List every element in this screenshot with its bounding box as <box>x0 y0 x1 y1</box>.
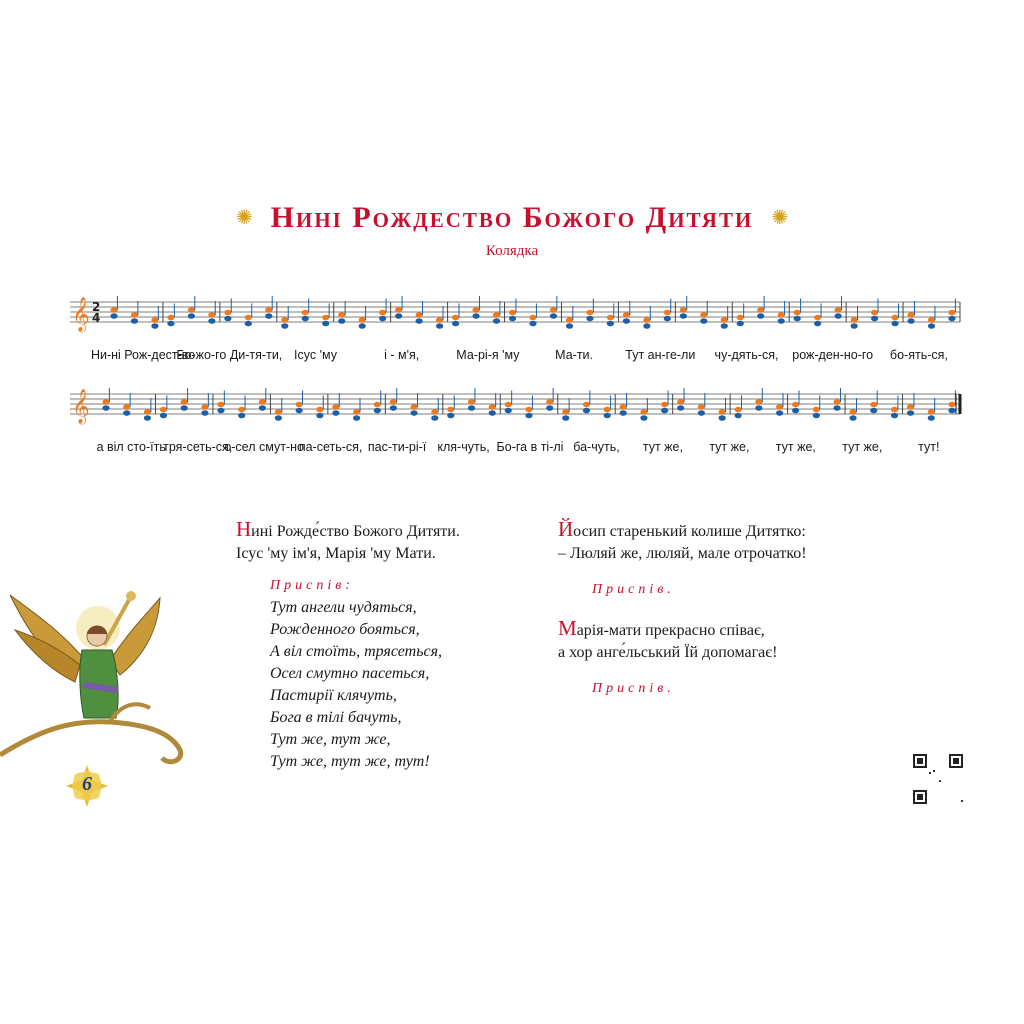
note-head <box>123 410 130 416</box>
lyric-syllable: чу-дять-ся, <box>714 348 779 362</box>
note-head <box>259 405 266 411</box>
note-head <box>640 409 647 415</box>
drop-cap: Й <box>558 517 574 541</box>
note-head <box>583 402 590 408</box>
note-head <box>275 409 282 415</box>
note-head <box>778 318 785 324</box>
lyric-syllable: Ни-ні Рож-дест-во <box>90 348 196 362</box>
note-head <box>948 310 955 316</box>
note-head <box>332 404 339 410</box>
note-head <box>525 407 532 413</box>
note-head <box>928 409 935 415</box>
verse-3-line-1 <box>558 617 807 642</box>
note-head <box>509 316 516 322</box>
note-head <box>851 323 858 329</box>
note-head <box>217 408 224 414</box>
note-head <box>160 413 167 419</box>
note-head <box>493 312 500 318</box>
note-head <box>359 317 366 323</box>
note-head <box>700 312 707 318</box>
note-head <box>188 313 195 319</box>
note-head <box>181 399 188 405</box>
note-head <box>757 313 764 319</box>
note-head <box>322 321 329 327</box>
lyric-syllable: Ма-рі-я 'му <box>456 348 520 362</box>
note-head <box>188 307 195 313</box>
refrain-line: Бога в тілі бачуть, <box>270 709 402 726</box>
note-head <box>813 407 820 413</box>
note-head <box>489 410 496 416</box>
verse-1-line-1 <box>236 518 460 543</box>
note-head <box>546 405 553 411</box>
flower-ornament-icon: ✺ <box>235 207 253 229</box>
note-head <box>604 407 611 413</box>
note-head <box>907 312 914 318</box>
refrain-line: Осел смутно пасеться, <box>270 665 430 682</box>
note-head <box>835 313 842 319</box>
note-head <box>719 415 726 421</box>
note-head <box>110 313 117 319</box>
refrain-line: А віл стоїть, трясеться, <box>270 643 443 660</box>
note-head <box>737 321 744 327</box>
treble-clef-icon: 𝄞 <box>72 297 90 332</box>
page-number: 6 <box>82 773 92 795</box>
note-head <box>379 316 386 322</box>
note-head <box>436 323 443 329</box>
note-head <box>607 321 614 327</box>
note-head <box>778 312 785 318</box>
note-head <box>265 313 272 319</box>
note-head <box>110 307 117 313</box>
staff-1-notation <box>0 286 1024 346</box>
refrain-reference: Приспів. <box>592 681 675 696</box>
note-head <box>281 323 288 329</box>
note-head <box>835 307 842 313</box>
note-head <box>814 315 821 321</box>
page-number-badge <box>66 765 108 807</box>
note-head <box>623 318 630 324</box>
note-head <box>814 321 821 327</box>
drop-cap: Н <box>236 517 252 541</box>
note-head <box>813 413 820 419</box>
note-head <box>201 410 208 416</box>
verse-2-line-1 <box>558 518 807 543</box>
lyric-syllable: па-сеть-ся, <box>298 440 363 454</box>
note-head <box>245 315 252 321</box>
lyric-syllable: Бо-га в ті-лі <box>496 440 564 454</box>
note-head <box>566 323 573 329</box>
refrain-heading: Приспів: <box>270 578 354 593</box>
note-head <box>296 408 303 414</box>
note-head <box>907 410 914 416</box>
note-head <box>623 312 630 318</box>
lyric-syllable: Ісус 'му <box>294 348 337 362</box>
note-head <box>395 307 402 313</box>
note-head <box>281 317 288 323</box>
time-signature-bottom: 4 <box>92 311 101 325</box>
verse-text: арія-мати прекрасно співає, <box>576 622 765 639</box>
note-head <box>275 415 282 421</box>
note-head <box>265 307 272 313</box>
note-head <box>698 410 705 416</box>
note-head <box>332 410 339 416</box>
note-head <box>719 409 726 415</box>
refrain-line: Тут же, тут же, <box>270 731 391 748</box>
note-head <box>891 413 898 419</box>
note-head <box>316 413 323 419</box>
note-head <box>546 399 553 405</box>
note-head <box>755 405 762 411</box>
note-head <box>680 307 687 313</box>
staff-2-notation <box>0 378 1024 438</box>
note-head <box>493 318 500 324</box>
note-head <box>928 317 935 323</box>
note-head <box>870 402 877 408</box>
note-head <box>776 410 783 416</box>
note-head <box>208 318 215 324</box>
note-head <box>870 408 877 414</box>
note-head <box>891 315 898 321</box>
note-head <box>123 404 130 410</box>
note-head <box>661 408 668 414</box>
drop-cap: М <box>558 616 577 640</box>
note-head <box>131 312 138 318</box>
note-head <box>948 316 955 322</box>
note-head <box>296 402 303 408</box>
note-head <box>948 408 955 414</box>
lyric-syllable: о-сел смут-но <box>224 440 304 454</box>
note-head <box>395 313 402 319</box>
note-head <box>737 315 744 321</box>
note-head <box>529 315 536 321</box>
treble-clef-icon: 𝄞 <box>72 389 90 424</box>
note-head <box>505 402 512 408</box>
note-head <box>102 399 109 405</box>
note-head <box>562 415 569 421</box>
refrain-block <box>270 575 460 773</box>
note-head <box>322 315 329 321</box>
note-head <box>447 407 454 413</box>
note-head <box>757 307 764 313</box>
note-head <box>224 310 231 316</box>
note-head <box>698 404 705 410</box>
note-head <box>131 318 138 324</box>
note-head <box>259 399 266 405</box>
note-head <box>677 405 684 411</box>
note-head <box>661 402 668 408</box>
refrain-line: Тут ангели чудяться, <box>270 599 417 616</box>
note-head <box>550 313 557 319</box>
refrain-line: Пастирії клячуть, <box>270 687 397 704</box>
note-head <box>208 312 215 318</box>
lyric-syllable: тут! <box>918 440 940 454</box>
lyric-syllable: Ма-ти. <box>555 348 594 362</box>
note-head <box>468 399 475 405</box>
note-head <box>353 415 360 421</box>
note-head <box>550 307 557 313</box>
note-head <box>509 310 516 316</box>
note-head <box>167 315 174 321</box>
note-head <box>201 404 208 410</box>
note-head <box>416 312 423 318</box>
note-head <box>794 310 801 316</box>
note-head <box>643 317 650 323</box>
note-head <box>566 317 573 323</box>
note-head <box>891 321 898 327</box>
lyric-syllable: Бо-жо-го Ди-тя-ти, <box>176 348 283 362</box>
note-head <box>529 321 536 327</box>
note-head <box>390 405 397 411</box>
note-head <box>338 312 345 318</box>
note-head <box>849 409 856 415</box>
note-head <box>586 310 593 316</box>
title-row <box>0 198 1024 238</box>
note-head <box>472 307 479 313</box>
lyric-syllable: пас-ти-рі-ї <box>367 440 427 454</box>
note-head <box>160 407 167 413</box>
note-head <box>907 404 914 410</box>
note-head <box>700 318 707 324</box>
lyric-syllable: а віл сто-їть <box>96 440 166 454</box>
note-head <box>390 399 397 405</box>
note-head <box>379 310 386 316</box>
note-head <box>586 316 593 322</box>
note-head <box>792 408 799 414</box>
note-head <box>721 317 728 323</box>
verse-1-line-2: Ісус 'му ім'я, Марія 'му Мати. <box>236 545 436 562</box>
note-head <box>447 413 454 419</box>
note-head <box>583 408 590 414</box>
note-head <box>338 318 345 324</box>
note-head <box>410 404 417 410</box>
note-head <box>794 316 801 322</box>
note-head <box>871 310 878 316</box>
flower-ornament-icon: ✺ <box>771 207 789 229</box>
note-head <box>151 323 158 329</box>
note-head <box>604 413 611 419</box>
note-head <box>238 407 245 413</box>
note-head <box>792 402 799 408</box>
note-head <box>851 317 858 323</box>
refrain-reference: Приспів. <box>592 582 675 597</box>
note-head <box>735 407 742 413</box>
note-head <box>374 408 381 414</box>
note-head <box>891 407 898 413</box>
lyric-syllable: Тут ан-ге-ли <box>625 348 696 362</box>
note-head <box>144 409 151 415</box>
time-signature-top: 2 <box>92 300 101 314</box>
note-head <box>410 410 417 416</box>
note-head <box>238 413 245 419</box>
qr-code-icon[interactable] <box>913 754 963 804</box>
note-head <box>677 399 684 405</box>
note-head <box>643 323 650 329</box>
note-head <box>436 317 443 323</box>
verse-text: ині Рожде́ство Божого Дитяти. <box>251 523 460 540</box>
lyric-syllable: і - м'я, <box>384 348 420 362</box>
lyric-syllable: тут же, <box>775 440 816 454</box>
note-head <box>871 316 878 322</box>
note-head <box>217 402 224 408</box>
note-head <box>664 310 671 316</box>
note-head <box>452 315 459 321</box>
note-head <box>833 399 840 405</box>
note-head <box>948 402 955 408</box>
note-head <box>664 316 671 322</box>
verse-text: осип старенький колише Дитятко: <box>573 523 806 540</box>
note-head <box>755 399 762 405</box>
note-head <box>907 318 914 324</box>
lyric-syllable: тря-сеть-ся, <box>163 440 233 454</box>
note-head <box>302 316 309 322</box>
note-head <box>452 321 459 327</box>
lyric-syllable: тут же, <box>642 440 683 454</box>
page-title: Нині Рождество Божого Дитяти <box>270 201 754 234</box>
note-head <box>416 318 423 324</box>
verse-column-1 <box>236 518 460 773</box>
lyric-syllable: бо-ять-ся, <box>889 348 948 362</box>
note-head <box>353 409 360 415</box>
page-subtitle: Колядка <box>485 243 539 259</box>
lyric-syllable: рож-ден-но-го <box>792 348 874 362</box>
note-head <box>620 404 627 410</box>
note-head <box>472 313 479 319</box>
note-head <box>562 409 569 415</box>
note-head <box>928 415 935 421</box>
note-head <box>833 405 840 411</box>
note-head <box>680 313 687 319</box>
note-head <box>735 413 742 419</box>
angel-illustration-icon <box>0 590 200 770</box>
lyric-syllable: ба-чуть, <box>573 440 620 454</box>
note-head <box>721 323 728 329</box>
refrain-line: Рожденного бояться, <box>270 621 420 638</box>
note-head <box>489 404 496 410</box>
note-head <box>245 321 252 327</box>
note-head <box>849 415 856 421</box>
lyric-syllable: тут же, <box>842 440 883 454</box>
verse-column-2 <box>558 518 807 700</box>
refrain-line: Тут же, тут же, тут! <box>270 753 430 770</box>
note-head <box>181 405 188 411</box>
note-head <box>505 408 512 414</box>
verse-3-line-2: а хор анге́льський Їй допомагає! <box>558 644 778 661</box>
note-head <box>640 415 647 421</box>
note-head <box>302 310 309 316</box>
note-head <box>374 402 381 408</box>
note-head <box>525 413 532 419</box>
note-head <box>620 410 627 416</box>
lyric-syllable: кля-чуть, <box>437 440 490 454</box>
note-head <box>167 321 174 327</box>
note-head <box>144 415 151 421</box>
note-head <box>102 405 109 411</box>
note-head <box>468 405 475 411</box>
note-head <box>776 404 783 410</box>
note-head <box>928 323 935 329</box>
note-head <box>151 317 158 323</box>
note-head <box>431 415 438 421</box>
note-head <box>359 323 366 329</box>
note-head <box>431 409 438 415</box>
verse-2-line-2: – Люляй же, люляй, мале отрочатко! <box>558 545 807 562</box>
note-head <box>316 407 323 413</box>
note-head <box>224 316 231 322</box>
note-head <box>607 315 614 321</box>
lyric-syllable: тут же, <box>709 440 750 454</box>
